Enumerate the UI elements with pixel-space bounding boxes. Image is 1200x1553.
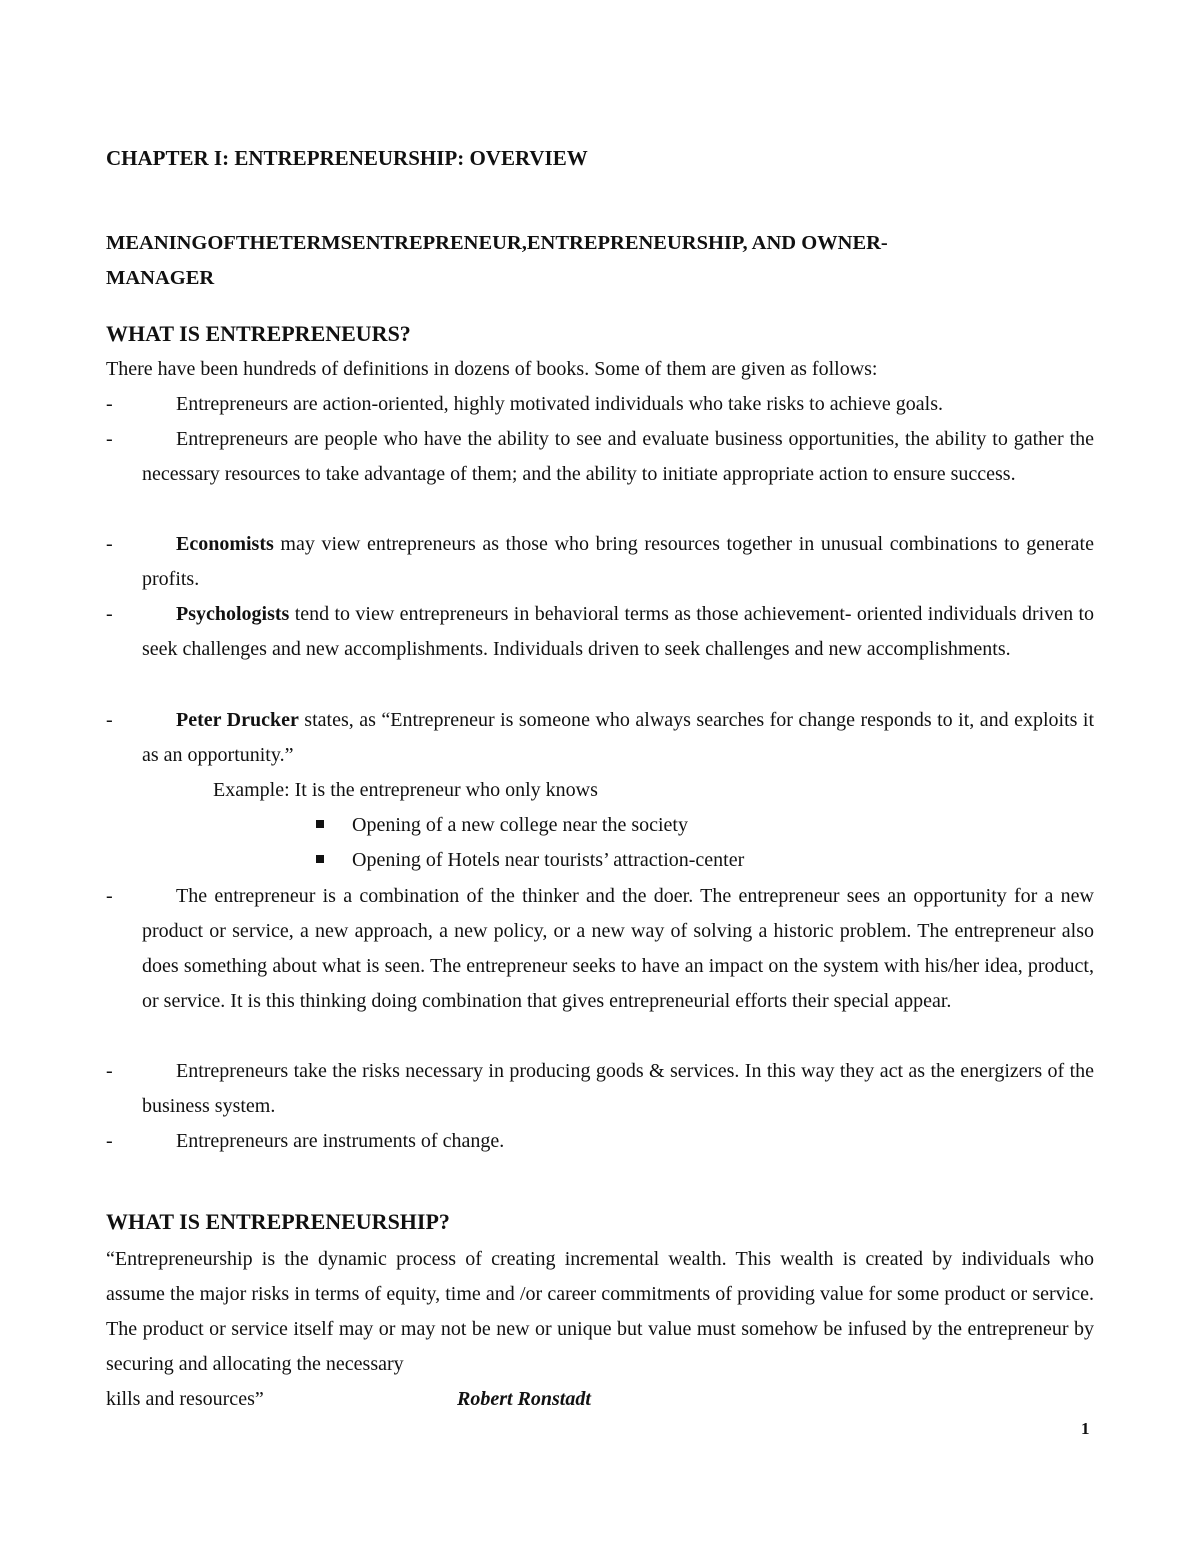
dash-marker: - [106,709,113,731]
section-heading-line2: MANAGER [106,267,215,289]
square-bullet-icon [316,855,324,863]
list-item-text: The entrepreneur is a combination of the thinker and the doer. The entrepreneur sees an opportunity for a new product or service, a new approach, a new policy, or a new way of solving a historic problem. The entrepreneur also does something about what is seen. The entrepreneur seeks to have an impact on the system with his/her idea, product, or service. It is this thinking doing combination that gives entrepreneurial efforts their special appear. [142,885,1094,1012]
list-item-text: Entrepreneurs are people who have the ability to see and evaluate business opportunities, the ability to gather the necessary resources to take advantage of them; and the ability to initiate appropriate action to ensure success. [142,428,1094,485]
example-bullet [314,843,744,878]
psychologists-text: tend to view entrepreneurs in behavioral terms as those achievement- oriented individuals driven to seek challenges and new accomplishments. Individuals driven to seek challenges and new accomplishments. [142,603,1094,660]
list-item [106,387,1094,422]
list-item [106,527,1094,597]
q2-heading: WHAT IS ENTREPRENEURSHIP? [106,1209,450,1234]
dash-marker: - [106,1060,113,1082]
page-number: 1 [1081,1419,1090,1438]
list-item [106,422,1094,492]
q1-intro: There have been hundreds of definitions in dozens of books. Some of them are given as follows: [106,358,878,380]
list-item [106,597,1094,667]
list-item [106,879,1094,1019]
list-item [106,703,1094,773]
quote-author: Robert Ronstadt [457,1388,591,1410]
dash-marker: - [106,533,113,555]
economists-text: may view entrepreneurs as those who bring resources together in unusual combinations to generate profits. [142,533,1094,590]
dash-marker: - [106,603,113,625]
list-item-text [142,703,1094,773]
peter-drucker-text: states, as “Entrepreneur is someone who always searches for change responds to it, and exploits it as an opportunity.” [142,709,1094,766]
psychologists-term: Psychologists [176,603,290,625]
example-bullet-text: Opening of a new college near the society [352,814,688,836]
dash-marker: - [106,428,113,450]
dash-marker: - [106,885,113,907]
list-item-text: Entrepreneurs are instruments of change. [176,1130,505,1152]
square-bullet-icon [316,820,324,828]
list-item-text [142,527,1094,597]
list-item [106,1124,1094,1159]
peter-drucker-term: Peter Drucker [176,709,299,731]
q2-quote-last-line: kills and resources” [106,1388,264,1410]
q2-quote: “Entrepreneurship is the dynamic process of creating incremental wealth. This wealth is created by individuals who assume the major risks in terms of equity, time and /or career commitments of providing value for some product or service. The product or service itself may or may not be new or unique but value must somehow be infused by the entrepreneur by securing and allocating the necessary [106,1248,1094,1375]
section-heading-line1: MEANINGOFTHETERMSENTREPRENEUR,ENTREPRENEURSHIP, AND OWNER- [106,232,888,254]
list-item-text [142,597,1094,667]
list-item-text: Entrepreneurs take the risks necessary in producing goods & services. In this way they act as the energizers of the business system. [142,1060,1094,1117]
q1-heading: WHAT IS ENTREPRENEURS? [106,321,411,346]
chapter-title: CHAPTER I: ENTREPRENEURSHIP: OVERVIEW [106,146,588,170]
dash-marker: - [106,393,113,415]
list-item-text: Entrepreneurs are action-oriented, highly motivated individuals who take risks to achieve goals. [176,393,943,415]
example-bullet [314,808,688,843]
economists-term: Economists [176,533,274,555]
example-bullet-text: Opening of Hotels near tourists’ attraction-center [352,849,745,871]
list-item [106,1054,1094,1124]
example-label: Example: It is the entrepreneur who only knows [213,779,598,801]
dash-marker: - [106,1130,113,1152]
